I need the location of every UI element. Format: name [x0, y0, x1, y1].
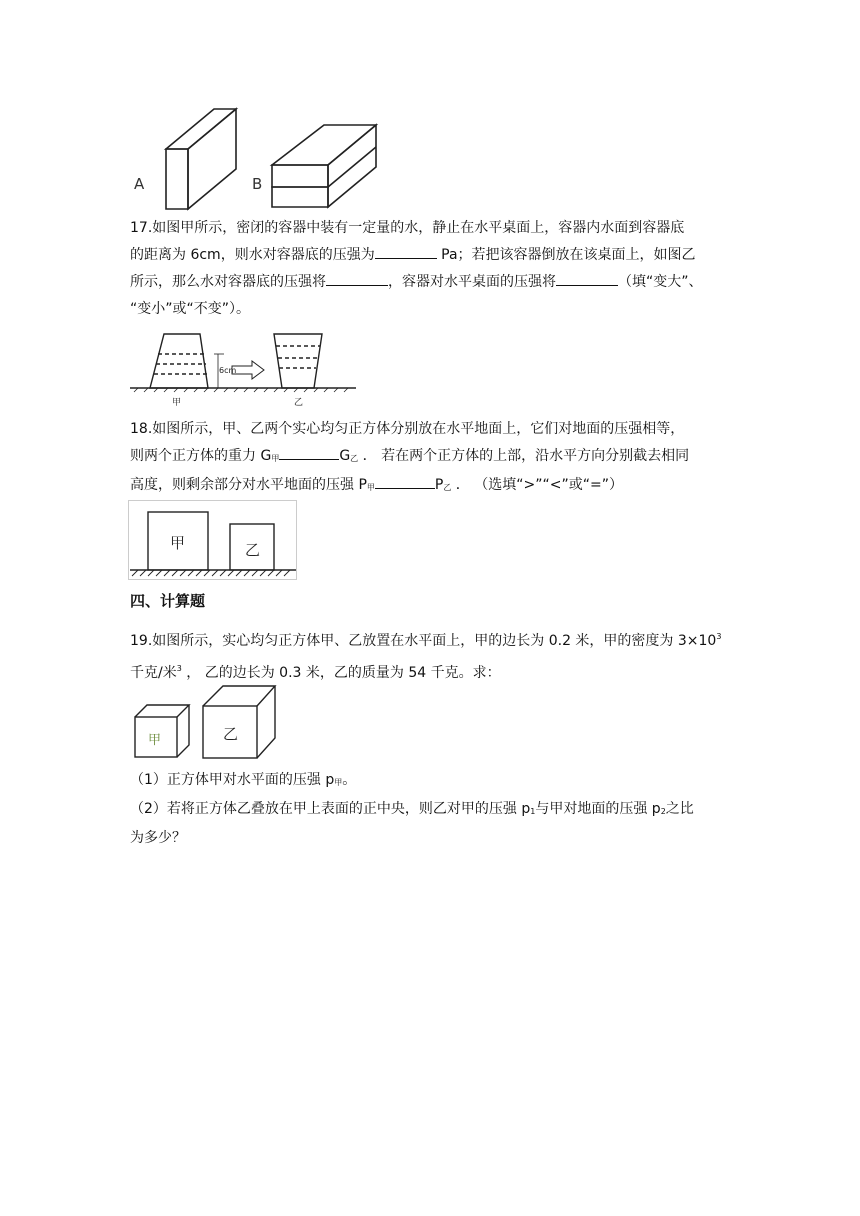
question-19	[130, 623, 736, 687]
q18-line3: 高度，则剩余部分对水平地面的压强 P甲 P乙 ． （选填“>”“<”或“=”）	[130, 472, 736, 501]
q18-line2: 则两个正方体的重力 G甲 G乙 ． 若在两个正方体的上部，沿水平方向分别截去相同	[130, 443, 736, 472]
q19-part2-cont: 为多少？	[130, 830, 186, 846]
answer-blank[interactable]	[556, 271, 618, 286]
figure-blocks-ab	[128, 105, 388, 210]
q17-line1: 17.如图甲所示，密闭的容器中装有一定量的水，静止在水平桌面上，容器内水面到容器底	[130, 220, 685, 236]
answer-blank[interactable]	[375, 244, 437, 259]
q18-line1: 18.如图所示，甲、乙两个实心均匀正方体分别放在水平地面上，它们对地面的压强相等，	[130, 421, 685, 437]
label-jia: 甲	[172, 398, 182, 408]
height-label: 6cm	[219, 366, 237, 375]
label-b: B	[252, 175, 263, 193]
q19-part1: （1）正方体甲对水平面的压强 p甲。	[130, 772, 357, 788]
q17-line2: 的距离为 6cm，则水对容器底的压强为 Pa；若把该容器倒放在该桌面上，如图乙	[130, 242, 736, 269]
cube-label-yi: 乙	[223, 725, 239, 743]
q19-part2: （2）若将正方体乙叠放在甲上表面的正中央，则乙对甲的压强 p1与甲对地面的压强 p2之比	[130, 801, 694, 817]
cube-label-jia: 甲	[170, 534, 186, 552]
label-yi: 乙	[294, 398, 304, 408]
cube-label-jia: 甲	[148, 733, 162, 748]
q19-line1: 19.如图所示，实心均匀正方体甲、乙放置在水平面上，甲的边长为 0.2 米，甲的密度为 $3\times 10^3$	[130, 632, 722, 649]
section-heading: 四、计算题	[130, 592, 206, 610]
answer-blank[interactable]	[326, 271, 388, 286]
question-18	[130, 416, 736, 501]
q17-line4: “变小”或“不变”）。	[130, 301, 251, 317]
figure-two-cubes-ground	[128, 500, 300, 580]
question-19-parts	[130, 767, 736, 852]
q19-line2: 千克/米$^3$ ， 乙的边长为 0.3 米，乙的质量为 54 千克。求：	[130, 664, 501, 681]
answer-blank[interactable]	[279, 445, 339, 460]
label-a: A	[134, 175, 145, 193]
answer-blank[interactable]	[375, 474, 435, 489]
q17-line3: 所示，那么水对容器底的压强将 ，容器对水平桌面的压强将 （填“变大”、	[130, 269, 736, 296]
cube-label-yi: 乙	[245, 541, 261, 559]
question-17	[130, 215, 736, 323]
figure-3d-cubes	[132, 684, 278, 760]
figure-container	[128, 328, 358, 408]
